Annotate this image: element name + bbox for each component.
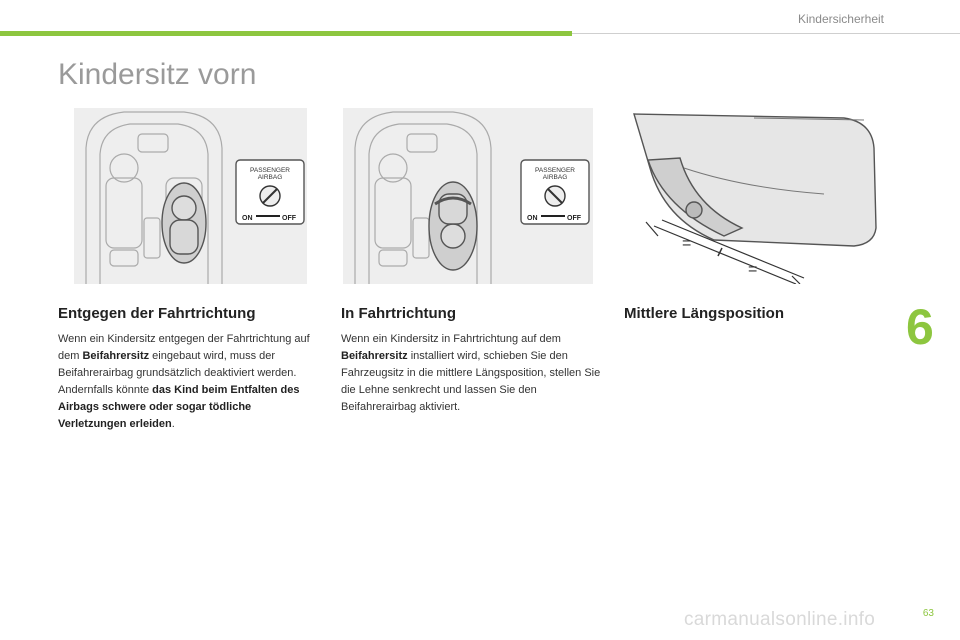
chapter-number: 6: [906, 299, 934, 355]
svg-text:=: =: [682, 235, 692, 252]
page-number: 63: [922, 608, 934, 619]
seat-position-illustration: [624, 108, 880, 284]
section-label: Kindersicherheit: [797, 12, 884, 26]
airbag-on-label: ON: [527, 215, 538, 222]
airbag-label-2: AIRBAG: [542, 174, 568, 181]
watermark: carmanualsonline.info: [684, 609, 876, 630]
heading-middle-position: Mittlere Längsposition: [624, 305, 785, 322]
header-rule: [572, 33, 960, 34]
forward-facing-seat-illustration: [343, 108, 593, 284]
airbag-label-2: AIRBAG: [257, 174, 283, 181]
airbag-switch-panel: [236, 160, 304, 224]
svg-text:=: =: [748, 261, 758, 278]
airbag-switch-panel-2: [521, 160, 589, 224]
airbag-on-label: ON: [242, 215, 253, 222]
heading-forward-facing: In Fahrtrichtung: [341, 305, 456, 322]
airbag-off-label: OFF: [567, 215, 581, 222]
heading-rear-facing: Entgegen der Fahrtrichtung: [58, 305, 256, 322]
airbag-label-1: PASSENGER: [535, 167, 575, 174]
airbag-label-1: PASSENGER: [250, 167, 290, 174]
accent-bar: [0, 31, 572, 36]
text-forward-facing: Wenn ein Kindersitz in Fahrtrichtung auf dem Beifahrersitz installiert wird, schieben Sie den Fahrzeugsitz in die mittlere Längsposition, stellen Sie die Lehne senkrecht und lassen Sie den Beifahrerairbag aktiviert.: [341, 333, 601, 413]
airbag-off-label: OFF: [282, 215, 296, 222]
rear-facing-seat-illustration: [74, 108, 307, 284]
page-title: Kindersitz vorn: [58, 58, 257, 91]
text-rear-facing: Wenn ein Kindersitz entgegen der Fahrtrichtung auf dem Beifahrersitz eingebaut wird, muss der Beifahrerairbag grundsätzlich deaktiviert werden. Andernfalls könnte das Kind beim Entfalten des Airbags schwere oder sogar tödliche Verletzungen erleiden.: [58, 333, 310, 430]
